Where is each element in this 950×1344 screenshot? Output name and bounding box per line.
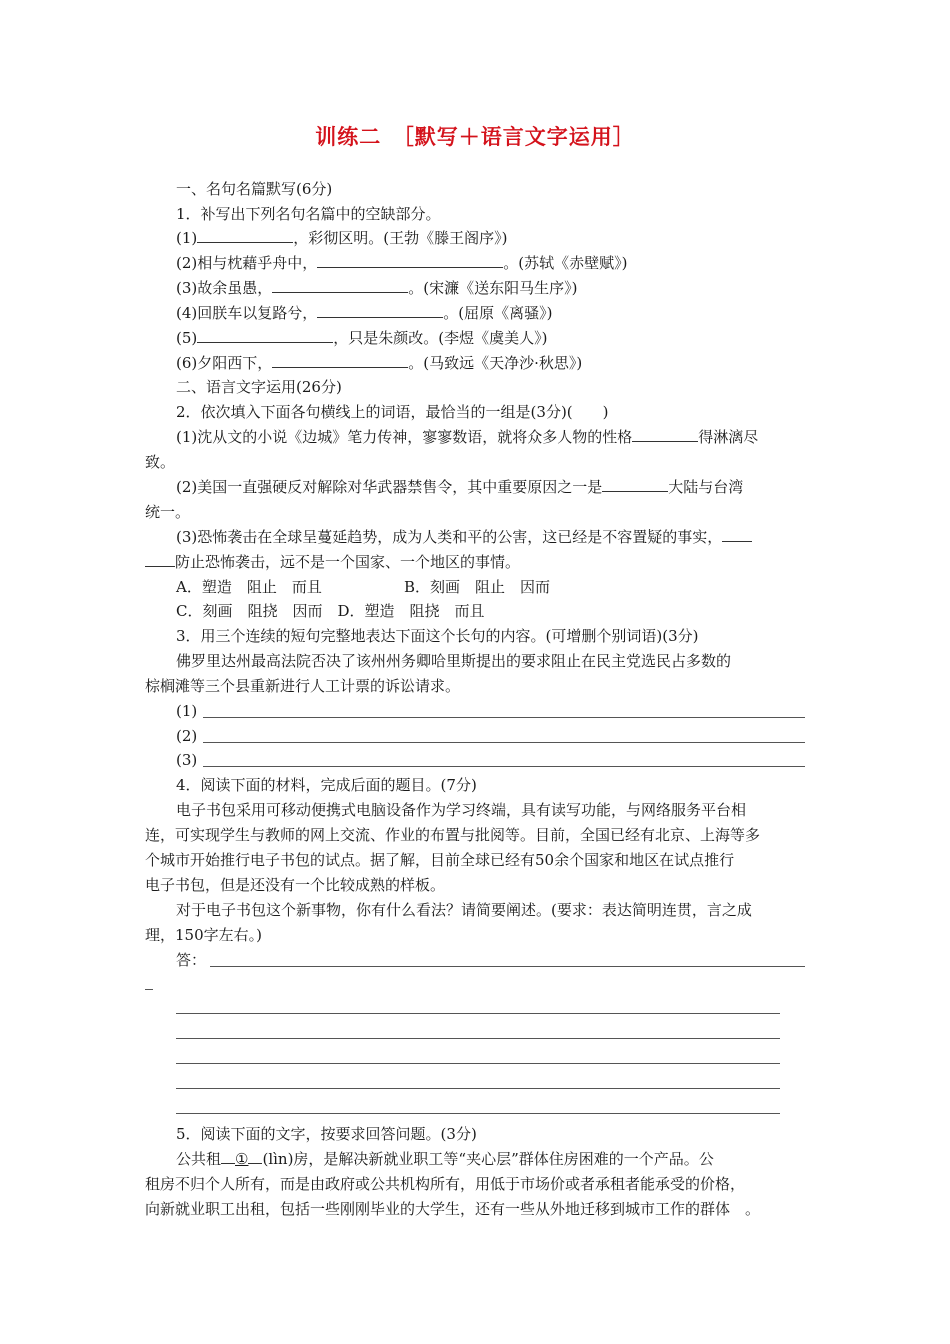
answer-line[interactable] [176,1113,780,1114]
q3-answer-label-3: (3) [176,751,198,769]
question-1-stem: 1．补写出下列名句名篇中的空缺部分。 [176,205,441,223]
section-1-heading: 一、名句名篇默写(6分) [176,180,333,198]
q2-sentence-3: (3)恐怖袭击在全球呈蔓延趋势，成为人类和平的公害，这已经是不容置疑的事实， [176,527,752,547]
question-2-stem: 2．依次填入下面各句横线上的词语，最恰当的一组是(3分)( ) [176,403,609,421]
answer-line[interactable] [203,742,805,743]
question-5-stem: 5．阅读下面的文字，按要求回答问题。(3分) [176,1125,477,1143]
q3-text-line-2: 棕榈滩等三个县重新进行人工计票的诉讼请求。 [145,677,461,695]
q1-item-5: (5) ，只是朱颜改。(李煜《虞美人》) [176,329,548,347]
q1-item-4: (4)回朕车以复路兮， 。(屈原《离骚》) [176,304,553,322]
answer-blank[interactable] [317,253,503,268]
answer-line[interactable] [210,966,805,967]
question-3-stem: 3．用三个连续的短句完整地表达下面这个长句的内容。(可增删个别词语)(3分) [176,627,699,645]
answer-line[interactable] [203,766,805,767]
answer-blank[interactable] [197,228,293,243]
q4-material-line-2: 连，可实现学生与教师的网上交流、作业的布置与批阅等。目前，全国已经有北京、上海等多 [145,826,761,844]
answer-blank[interactable] [248,1149,262,1164]
q4-material-line-4: 电子书包，但是还没有一个比较成熟的样板。 [145,876,446,894]
answer-blank[interactable] [317,303,443,318]
q2-option-a[interactable]: A．塑造 阻止 而且 [176,578,322,596]
q2-sentence-2: (2)美国一直强硬反对解除对华武器禁售令，其中重要原因之一是 大陆与台湾 [176,478,744,496]
q1-item-1: (1) ，彩彻区明。(王勃《滕王阁序》) [176,229,508,247]
q5-text-line-3: 向新就业职工出租，包括一些刚刚毕业的大学生，还有一些从外地迁移到城市工作的群体 。 [145,1200,761,1218]
answer-blank[interactable] [145,552,175,567]
answer-blank[interactable] [272,278,408,293]
answer-blank[interactable] [722,527,752,542]
q4-material-line-3: 个城市开始推行电子书包的试点。据了解，目前全球已经有50余个国家和地区在试点推行 [145,851,735,869]
answer-line[interactable] [176,1038,780,1039]
answer-line[interactable] [203,717,805,718]
answer-blank[interactable] [197,328,333,343]
q2-sentence-1: (1)沈从文的小说《边城》笔力传神，寥寥数语，就将众多人物的性格 得淋漓尽 [176,428,759,446]
q1-item-2: (2)相与枕藉乎舟中， 。(苏轼《赤壁赋》) [176,254,628,272]
answer-line[interactable] [176,1088,780,1089]
answer-blank[interactable] [632,427,698,442]
page-title: 训练二 ［默写＋语言文字运用］ [315,125,635,149]
q4-request-line-1: 对于电子书包这个新事物，你有什么看法？请简要阐述。(要求：表达简明连贯，言之成 [176,901,752,919]
q4-material-line-1: 电子书包采用可移动便携式电脑设备作为学习终端，具有读写功能，与网络服务平台相 [176,801,747,819]
q2-sentence-1-cont: 致。 [145,453,176,471]
q4-request-line-2: 理，150字左右。) [145,926,262,944]
q3-text-line-1: 佛罗里达州最高法院否决了该州州务卿哈里斯提出的要求阻止在民主党选民占多数的 [176,652,732,670]
q2-options-c-d[interactable]: C．刻画 阻挠 因而 D．塑造 阻挠 而且 [176,602,485,620]
question-4-stem: 4．阅读下面的材料，完成后面的题目。(7分) [176,776,477,794]
q5-text-line-2: 租房不归个人所有，而是由政府或公共机构所有，用低于市场价或者承租者能承受的价格， [145,1175,746,1193]
q1-item-6: (6)夕阳西下， 。(马致远《天净沙·秋思》) [176,354,583,372]
answer-line[interactable] [176,1013,780,1014]
answer-blank[interactable] [272,353,408,368]
answer-blank[interactable] [221,1149,235,1164]
q2-sentence-3-cont: 防止恐怖袭击，远不是一个国家、一个地区的事情。 [145,552,520,572]
q3-answer-label-2: (2) [176,727,198,745]
blank-marker-1: ① [235,1150,249,1168]
q2-sentence-2-cont: 统一。 [145,503,191,521]
q4-answer-label: 答： [176,951,207,969]
answer-line[interactable] [176,1063,780,1064]
answer-blank[interactable] [602,477,668,492]
q3-answer-label-1: (1) [176,702,198,720]
section-2-heading: 二、语言文字运用(26分) [176,378,342,396]
q5-text-line-1: 公共租 ① (lìn)房，是解决新就业职工等“夹心层”群体住房困难的一个产品。公 [176,1150,714,1168]
q2-option-b[interactable]: B．刻画 阻止 因而 [404,578,551,596]
answer-line-stub [145,989,153,990]
q1-item-3: (3)故余虽愚， 。(宋濂《送东阳马生序》) [176,279,578,297]
